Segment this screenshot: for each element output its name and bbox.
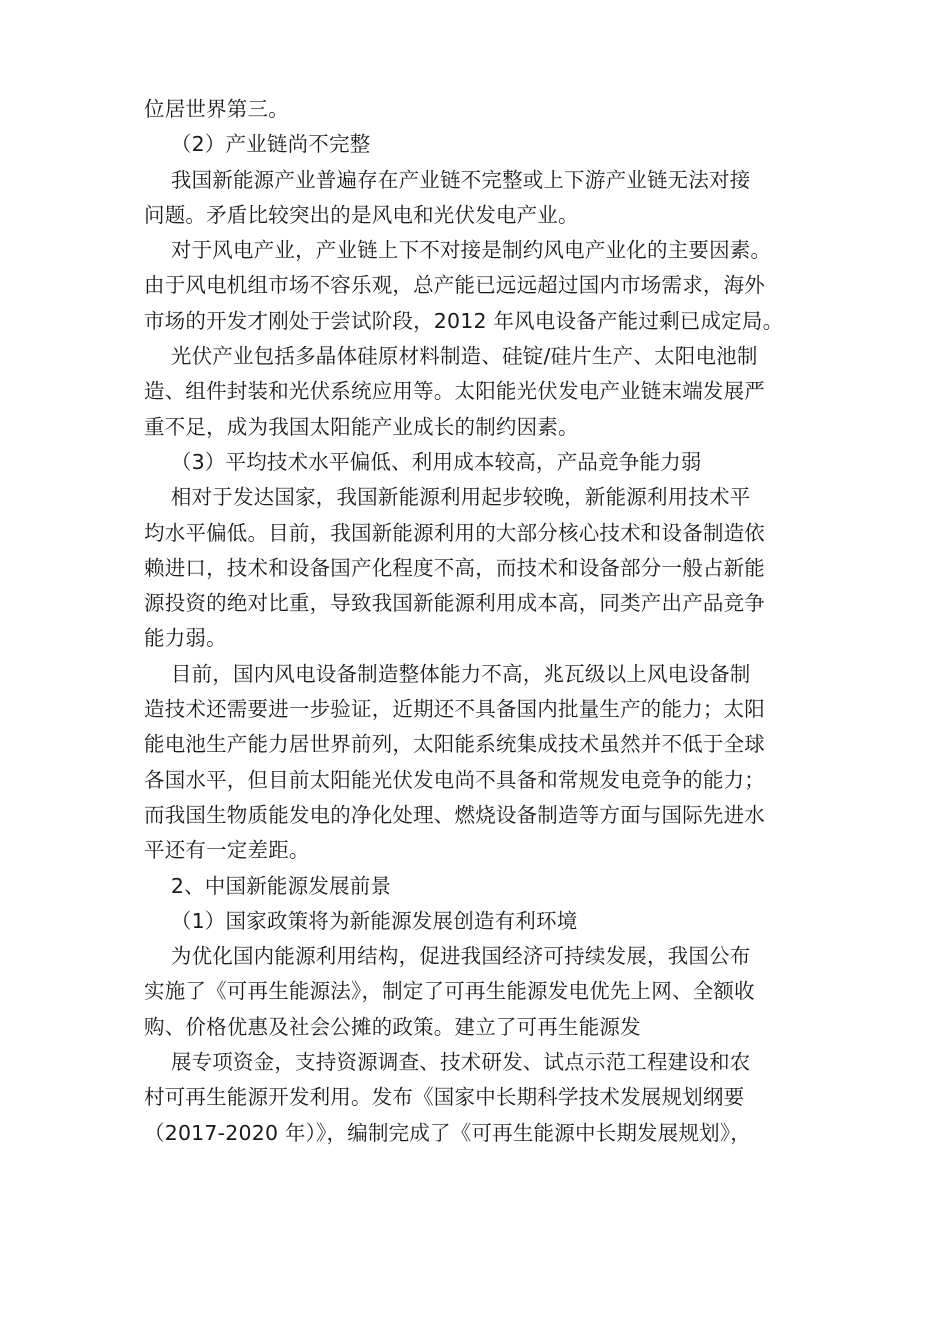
text-line: 能电池生产能力居世界前列，太阳能系统集成技术虽然并不低于全球 <box>144 732 765 757</box>
text-line: 为优化国内能源利用结构，促进我国经济可持续发展，我国公布 <box>144 944 751 969</box>
body-text <box>144 92 809 1151</box>
text-line: 源投资的绝对比重，导致我国新能源利用成本高，同类产出产品竞争 <box>144 591 765 616</box>
text-line: 对于风电产业，产业链上下不对接是制约风电产业化的主要因素。 <box>144 238 772 263</box>
section-heading: （1）国家政策将为新能源发展创造有利环境 <box>144 908 578 933</box>
text-line: 位居世界第三。 <box>144 97 289 121</box>
text-line: 各国水平，但目前太阳能光伏发电尚不具备和常规发电竞争的能力； <box>144 767 765 792</box>
text-line: 我国新能源产业普遍存在产业链不完整或上下游产业链无法对接 <box>144 167 751 192</box>
text-line: 问题。矛盾比较突出的是风电和光伏发电产业。 <box>144 202 579 227</box>
text-line: 赖进口，技术和设备国产化程度不高，而技术和设备部分一般占新能 <box>144 555 765 580</box>
text-line: 展专项资金，支持资源调查、技术研发、试点示范工程建设和农 <box>144 1050 751 1075</box>
text-line: 购、价格优惠及社会公摊的政策。建立了可再生能源发 <box>144 1014 641 1039</box>
text-line: 光伏产业包括多晶体硅原材料制造、硅锭/硅片生产、太阳电池制 <box>144 344 758 369</box>
text-line: 村可再生能源开发利用。发布《国家中长期科学技术发展规划纲要 <box>144 1085 745 1110</box>
section-heading: 2、中国新能源发展前景 <box>144 873 392 898</box>
text-line: 能力弱。 <box>144 626 227 651</box>
text-line: 均水平偏低。目前，我国新能源利用的大部分核心技术和设备制造依 <box>144 520 765 545</box>
text-line: 实施了《可再生能源法》，制定了可再生能源发电优先上网、全额收 <box>144 979 755 1004</box>
text-line: 平还有一定差距。 <box>144 838 310 863</box>
section-heading: （3）平均技术水平偏低、利用成本较高，产品竞争能力弱 <box>144 449 702 474</box>
text-line: 目前，国内风电设备制造整体能力不高，兆瓦级以上风电设备制 <box>144 661 751 686</box>
text-line: 而我国生物质能发电的净化处理、燃烧设备制造等方面与国际先进水 <box>144 802 765 827</box>
text-line: 造、组件封装和光伏系统应用等。太阳能光伏发电产业链末端发展严 <box>144 379 765 404</box>
text-line: 相对于发达国家，我国新能源利用起步较晚，新能源利用技术平 <box>144 485 751 510</box>
text-line: 重不足，成为我国太阳能产业成长的制约因素。 <box>144 414 579 439</box>
text-line: 由于风电机组市场不容乐观，总产能已远远超过国内市场需求，海外 <box>144 273 765 298</box>
text-line: 市场的开发才刚处于尝试阶段，2012 年风电设备产能过剩已成定局。 <box>144 308 784 333</box>
section-heading: （2）产业链尚不完整 <box>144 132 371 157</box>
text-line: 造技术还需要进一步验证，近期还不具备国内批量生产的能力；太阳 <box>144 697 765 722</box>
text-line: （2017-2020 年）》，编制完成了《可再生能源中长期发展规划》， <box>144 1120 752 1145</box>
